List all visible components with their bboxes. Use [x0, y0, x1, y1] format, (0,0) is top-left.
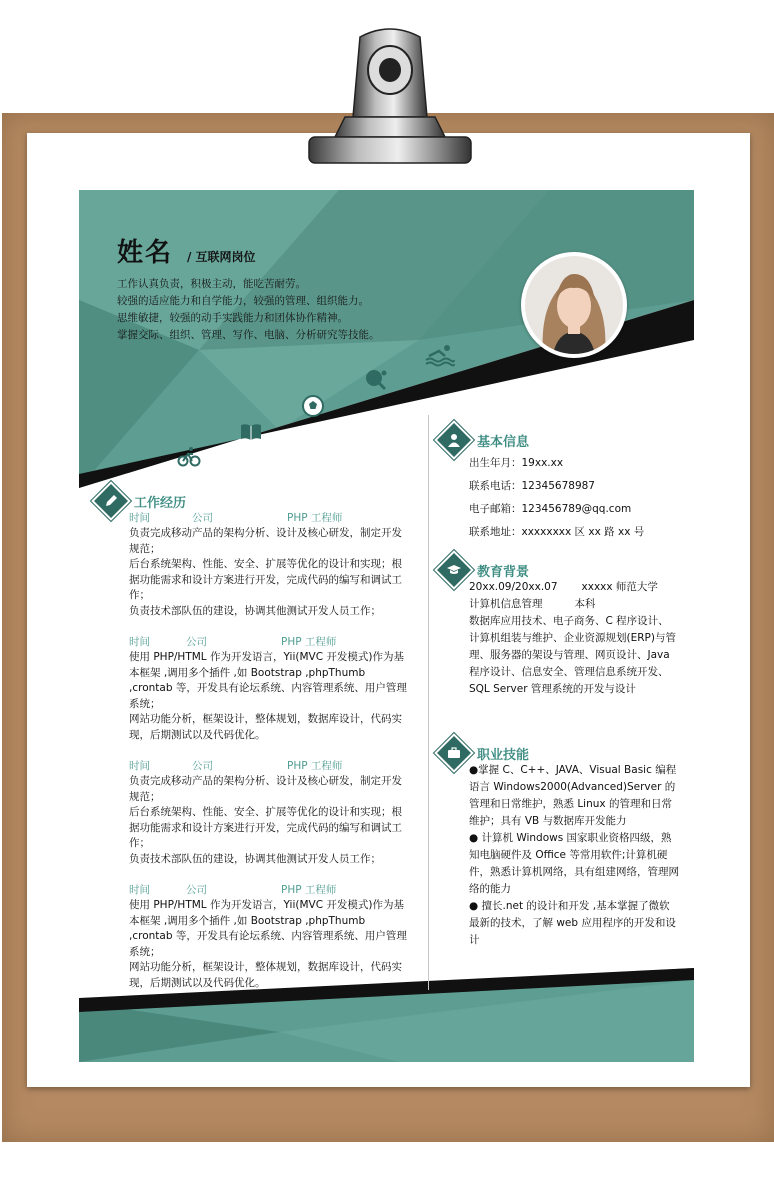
avatar: [521, 252, 627, 358]
intro-line: 较强的适应能力和自学能力，较强的管理、组织能力。: [117, 295, 369, 307]
skills-section-title: 职业技能: [477, 747, 530, 763]
portrait-image: [525, 256, 623, 354]
job-company: 公司: [186, 884, 207, 896]
job-company: 公司: [192, 512, 213, 524]
education-section-title: 教育背景: [477, 564, 530, 580]
self-introduction: [117, 276, 447, 344]
home-address: 联系地址：xxxxxxxx 区 xx 路 xx 号: [469, 526, 645, 538]
swimming-icon: [425, 343, 455, 367]
job-time: 时间: [129, 760, 150, 772]
education-details: [469, 579, 679, 698]
job-meta: [129, 634, 336, 649]
job-line: 负责技术部队伍的建设，协调其他测试开发人员工作；: [129, 852, 381, 865]
person-icon: [434, 420, 474, 460]
phone-number: 联系电话：12345678987: [469, 480, 595, 492]
column-divider: [428, 415, 429, 990]
job-line: 网站功能分析，框架设计，整体规划，数据库设计，代码实现，后期测试以及代码优化。: [129, 961, 402, 989]
book-icon: [239, 420, 263, 444]
briefcase-icon: [434, 733, 474, 773]
education-period: 20xx.09/20xx.07: [469, 581, 558, 593]
skill-line: ●掌握 C、C++、JAVA、Visual Basic 编程语言 Windows2000(Advanced)Server 的管理和日常维护，熟悉 Linux 的管理和日常维护；具有 VB 与数据库开发能力: [469, 764, 677, 827]
job-position: / 互联网岗位: [187, 250, 256, 264]
resume-name: 姓名: [117, 238, 174, 268]
intro-line: 思维敏捷，较强的动手实践能力和团体协作精神。: [117, 312, 348, 324]
email-address: 电子邮箱：123456789@qq.com: [469, 503, 632, 515]
birth-date: 出生年月：19xx.xx: [469, 457, 564, 469]
school-name: xxxxx 师范大学: [581, 581, 658, 593]
job-time: 时间: [129, 884, 150, 896]
job-line: 后台系统架构、性能、安全、扩展等优化的设计和实现；根据功能需求和设计方案进行开发，完成代码的编写和调试工作；: [129, 806, 402, 850]
job-description: [129, 650, 409, 744]
job-company: 公司: [192, 760, 213, 772]
degree: 本科: [574, 598, 596, 610]
binder-clip-icon: [305, 25, 475, 180]
job-role: PHP 工程师: [281, 636, 337, 648]
work-section-title: 工作经历: [134, 495, 187, 511]
job-description: [129, 774, 409, 868]
job-role: PHP 工程师: [287, 512, 343, 524]
job-line: 负责完成移动产品的架构分析、设计及核心研发，制定开发规范；: [129, 527, 402, 555]
intro-line: 工作认真负责，积极主动，能吃苦耐劳。: [117, 278, 306, 290]
job-company: 公司: [186, 636, 207, 648]
job-line: 使用 PHP/HTML 作为开发语言，Yii(MVC 开发模式)作为基本框架 ,调用多个插件 ,如 Bootstrap ,phpThumb ,crontab 等，开发具有论坛系统、内容管理系统、用户管理系统；: [129, 899, 407, 958]
job-time: 时间: [129, 636, 150, 648]
job-line: 网站功能分析，框架设计，整体规划，数据库设计，代码实现，后期测试以及代码优化。: [129, 713, 402, 741]
skills-details: [469, 762, 679, 949]
cycling-icon: [177, 445, 201, 469]
job-time: 时间: [129, 512, 150, 524]
job-description: [129, 526, 409, 620]
job-description: [129, 898, 409, 992]
job-line: 后台系统架构、性能、安全、扩展等优化的设计和实现；根据功能需求和设计方案进行开发，完成代码的编写和调试工作；: [129, 558, 402, 602]
basic-section-header: [440, 426, 529, 454]
soccer-ball-icon: [301, 394, 325, 418]
job-line: 使用 PHP/HTML 作为开发语言，Yii(MVC 开发模式)作为基本框架 ,调用多个插件 ,如 Bootstrap ,phpThumb ,crontab 等，开发具有论坛系统、内容管理系统、用户管理系统；: [129, 651, 407, 710]
table-tennis-icon: [364, 368, 388, 392]
job-meta: [129, 510, 342, 525]
skill-line: ● 计算机 Windows 国家职业资格四级，熟知电脑硬件及 Office 等常用软件;计算机硬件，熟悉计算机网络，具有组建网络，管理网络的能力: [469, 832, 679, 895]
resume-sheet: [79, 190, 694, 1062]
job-meta: [129, 882, 336, 897]
courses: 数据库应用技术、电子商务、C 程序设计、计算机组装与维护、企业资源规划(ERP)与管理、服务器的架设与管理、网页设计、Java 程序设计、信息安全、管理信息系统开发、SQL Server 管理系统的开发与设计: [469, 615, 676, 695]
graduation-cap-icon: [434, 550, 474, 590]
skill-line: ● 擅长.net 的设计和开发 ,基本掌握了微软最新的技术，了解 web 应用程序的开发和设计: [469, 900, 676, 946]
job-role: PHP 工程师: [287, 760, 343, 772]
major: 计算机信息管理: [469, 598, 543, 610]
intro-line: 掌握交际、组织、管理、写作、电脑、分析研究等技能。: [117, 329, 380, 341]
job-role: PHP 工程师: [281, 884, 337, 896]
pencil-icon: [91, 481, 131, 521]
job-meta: [129, 758, 342, 773]
basic-section-title: 基本信息: [477, 434, 530, 450]
job-line: 负责技术部队伍的建设，协调其他测试开发人员工作；: [129, 604, 381, 617]
job-line: 负责完成移动产品的架构分析、设计及核心研发，制定开发规范；: [129, 775, 402, 803]
